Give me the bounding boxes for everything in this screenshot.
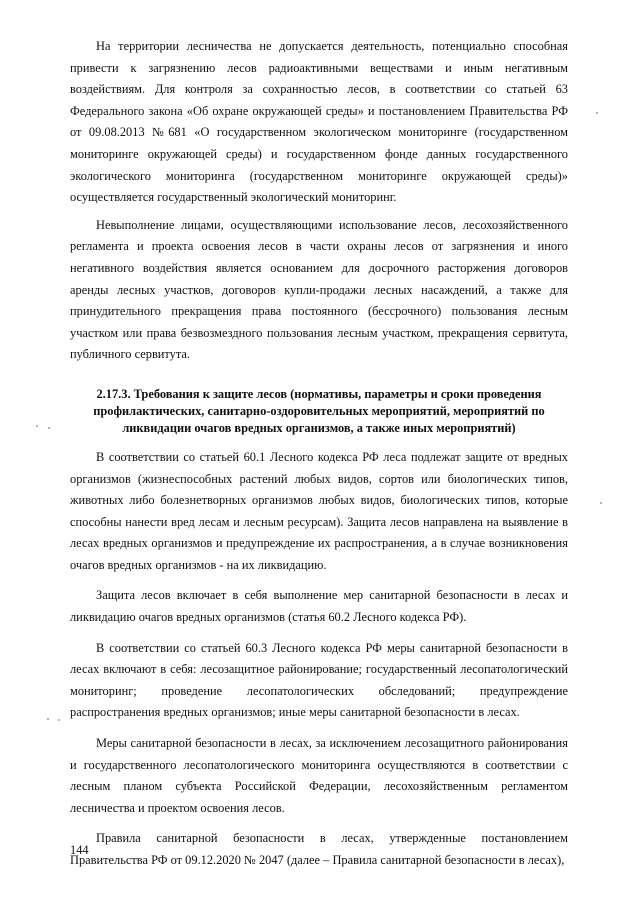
page-number: 144 xyxy=(70,843,89,857)
scan-speck xyxy=(47,718,49,720)
scan-speck xyxy=(48,427,50,429)
scan-speck xyxy=(58,719,60,721)
scan-speck xyxy=(596,112,598,114)
paragraph-pollution-monitoring: На территории лесничества не допускается деятельность, потенциально способная привести к загрязнению лесов радиоактивными веществами и иным негативным воздействиям. Для контроля за сохранностью лесов, в соответствии со статьей 63 Федерального закона «Об охране окружающей среды» и постановлением Правительства РФ от 09.08.2013 №681 «О государственном экологическом мониторинге (государственном мониторинге окружающей среды) и государственном фонде данных государственного экологического мониторинга (государственном мониторинге окружающей среды)» осуществляется государственный экологический мониторинг. xyxy=(70,39,568,205)
document-page xyxy=(70,36,568,872)
paragraph-protection-includes: Защита лесов включает в себя выполнение мер санитарной безопасности в лесах и ликвидацию очагов вредных организмов (статья 60.2 Лесного кодекса РФ). xyxy=(70,588,568,625)
paragraph-article-60-3: В соответствии со статьей 60.3 Лесного кодекса РФ меры санитарной безопасности в лесах включают в себя: лесозащитное районирование; государственный лесопатологический мониторинг; проведение лесопатологических обследований; предупреждение распространения вредных организмов; иные меры санитарной безопасности в лесах. xyxy=(70,640,568,720)
paragraph-sanitary-rules: Правила санитарной безопасности в лесах, утвержденные постановлением Правительства РФ от 09.12.2020 № 2047 (далее – Правила санитарной безопасности в лесах), xyxy=(70,831,568,867)
paragraph-sanitary-measures: Меры санитарной безопасности в лесах, за исключением лесозащитного районирования и государственного лесопатологического мониторинга осуществляются в соответствии с лесным планом субъекта Российской Федерации, лесохозяйственным регламентом лесничества и проектом освоения лесов. xyxy=(70,736,568,815)
scan-speck xyxy=(36,425,38,427)
scan-speck xyxy=(600,502,602,504)
section-heading: 2.17.3. Требования к защите лесов (нормативы, параметры и сроки проведения профилактических, санитарно-оздоровительных мероприятий, мероприятий по ликвидации очагов вредных организмов, а также иных мероприятий) xyxy=(93,386,545,435)
paragraph-violation-consequences: Невыполнение лицами, осуществляющими использование лесов, лесохозяйственного регламента и проекта освоения лесов в части охраны лесов от загрязнения и иного негативного воздействия является основанием для досрочного расторжения договоров аренды лесных участков, договоров купли-продажи лесных насаждений, а также для принудительного прекращения права постоянного (бессрочного) пользования лесным участком или права безвозмездного пользования лесным участком, прекращения сервитута, публичного сервитута. xyxy=(70,217,568,362)
paragraph-article-60-1: В соответствии со статьей 60.1 Лесного кодекса РФ леса подлежат защите от вредных организмов (жизнеспособных растений любых видов, сортов или биологических типов, животных либо болезнетворных организмов любых видов, биологических типов, которые способны нанести вред лесам и лесным ресурсам). Защита лесов направлена на выявление в лесах вредных организмов и предупреждение их распространения, а в случае возникновения очагов вредных организмов - на их ликвидацию. xyxy=(70,449,568,572)
